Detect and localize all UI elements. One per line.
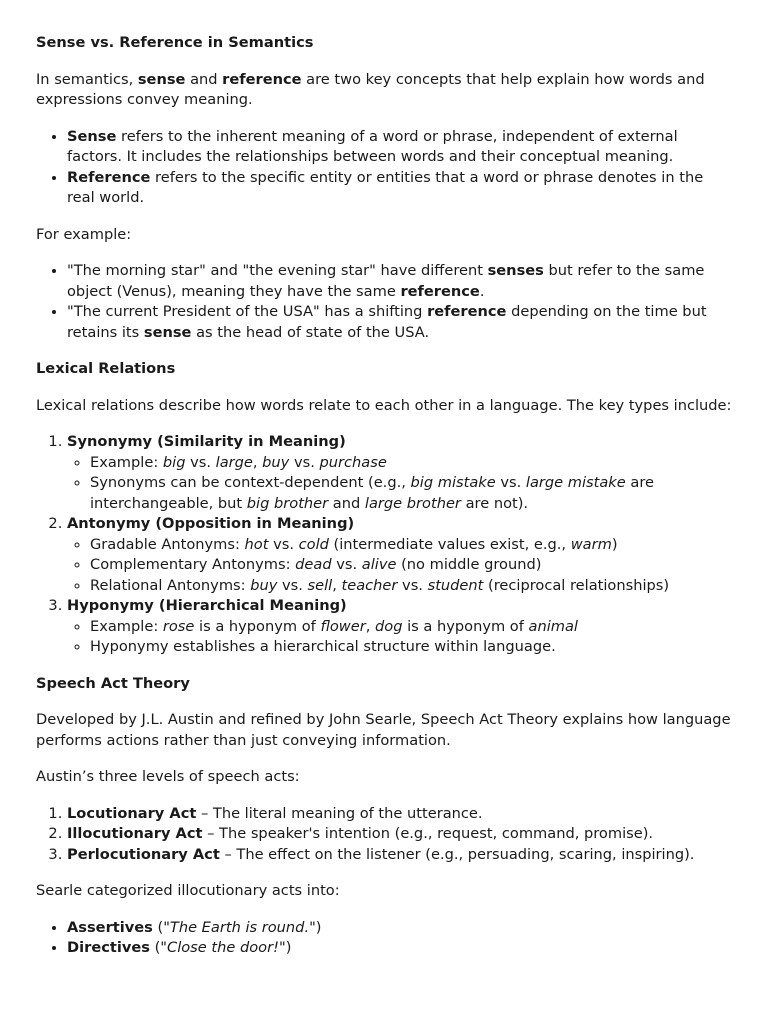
list-item: ◦ Synonyms can be context-dependent (e.g., big mistake vs. large mistake are interchangeable, but big brother and large brother are not).	[90, 473, 732, 514]
sense-reference-intro: In semantics, sense and reference are two key concepts that help explain how words and expressions convey meaning.	[36, 70, 705, 108]
section-heading-speech-act-theory: Speech Act Theory	[36, 674, 190, 692]
example-morning-star: • "The morning star" and "the evening star" have different senses but refer to the same object (Venus), meaning they have the same reference.	[67, 261, 732, 302]
category-directives: • Directives ("Close the door!")	[67, 938, 732, 959]
lexical-relations-intro: Lexical relations describe how words relate to each other in a language. The key types include:	[36, 396, 732, 414]
list-item: ◦ Complementary Antonyms: dead vs. alive (no middle ground)	[90, 555, 732, 576]
sense-reference-examples	[36, 261, 732, 343]
austin-levels-label: Austin’s three levels of speech acts:	[36, 768, 300, 785]
definition-reference: • Reference refers to the specific entity or entities that a word or phrase denotes in the real world.	[67, 168, 732, 209]
category-assertives: • Assertives ("The Earth is round.")	[67, 918, 732, 939]
searle-categories	[36, 918, 732, 959]
sense-reference-definitions	[36, 127, 732, 209]
list-item: ◦ Example: big vs. large, buy vs. purchase	[90, 453, 732, 474]
relation-hyponymy: 3. Hyponymy (Hierarchical Meaning) ◦ Example: rose is a hyponym of flower, dog is a hyponym of animal ◦ Hyponymy establishes a hierarchical structure within language.	[67, 596, 732, 658]
austin-levels-list	[36, 804, 732, 866]
speech-act-intro: Developed by J.L. Austin and refined by John Searle, Speech Act Theory explains how language performs actions rather than just conveying information.	[36, 711, 731, 749]
list-item: ◦ Hyponymy establishes a hierarchical structure within language.	[90, 637, 732, 658]
hyponymy-details	[67, 617, 732, 658]
list-item: ◦ Relational Antonyms: buy vs. sell, teacher vs. student (reciprocal relationships)	[90, 576, 732, 597]
lexical-relations-list	[36, 432, 732, 658]
antonymy-details	[67, 535, 732, 597]
example-president: • "The current President of the USA" has a shifting reference depending on the time but retains its sense as the head of state of the USA.	[67, 302, 732, 343]
relation-antonymy: 2. Antonymy (Opposition in Meaning) ◦ Gradable Antonyms: hot vs. cold (intermediate values exist, e.g., warm) ◦ Complementary Antonyms: dead vs. alive (no middle ground) ◦ Relational Antonyms: buy vs. sell, teacher vs. student (reciprocal relationships)	[67, 514, 732, 596]
searle-label: Searle categorized illocutionary acts into:	[36, 882, 340, 899]
definition-sense: • Sense refers to the inherent meaning of a word or phrase, independent of external factors. It includes the relationships between words and their conceptual meaning.	[67, 127, 732, 168]
example-label: For example:	[36, 225, 132, 243]
level-perlocutionary: 3. Perlocutionary Act – The effect on the listener (e.g., persuading, scaring, inspiring).	[67, 845, 732, 866]
section-heading-sense-reference: Sense vs. Reference in Semantics	[36, 34, 314, 51]
section-heading-lexical-relations: Lexical Relations	[36, 360, 176, 377]
list-item: ◦ Example: rose is a hyponym of flower, dog is a hyponym of animal	[90, 617, 732, 638]
list-item: ◦ Gradable Antonyms: hot vs. cold (intermediate values exist, e.g., warm)	[90, 535, 732, 556]
level-illocutionary: 2. Illocutionary Act – The speaker's intention (e.g., request, command, promise).	[67, 824, 732, 845]
synonymy-details	[67, 453, 732, 515]
relation-synonymy: 1. Synonymy (Similarity in Meaning) ◦ Example: big vs. large, buy vs. purchase ◦ Synonyms can be context-dependent (e.g., big mistake vs. large mistake are interchangeable, but big brother and large brother are not).	[67, 432, 732, 514]
level-locutionary: 1. Locutionary Act – The literal meaning of the utterance.	[67, 804, 732, 825]
